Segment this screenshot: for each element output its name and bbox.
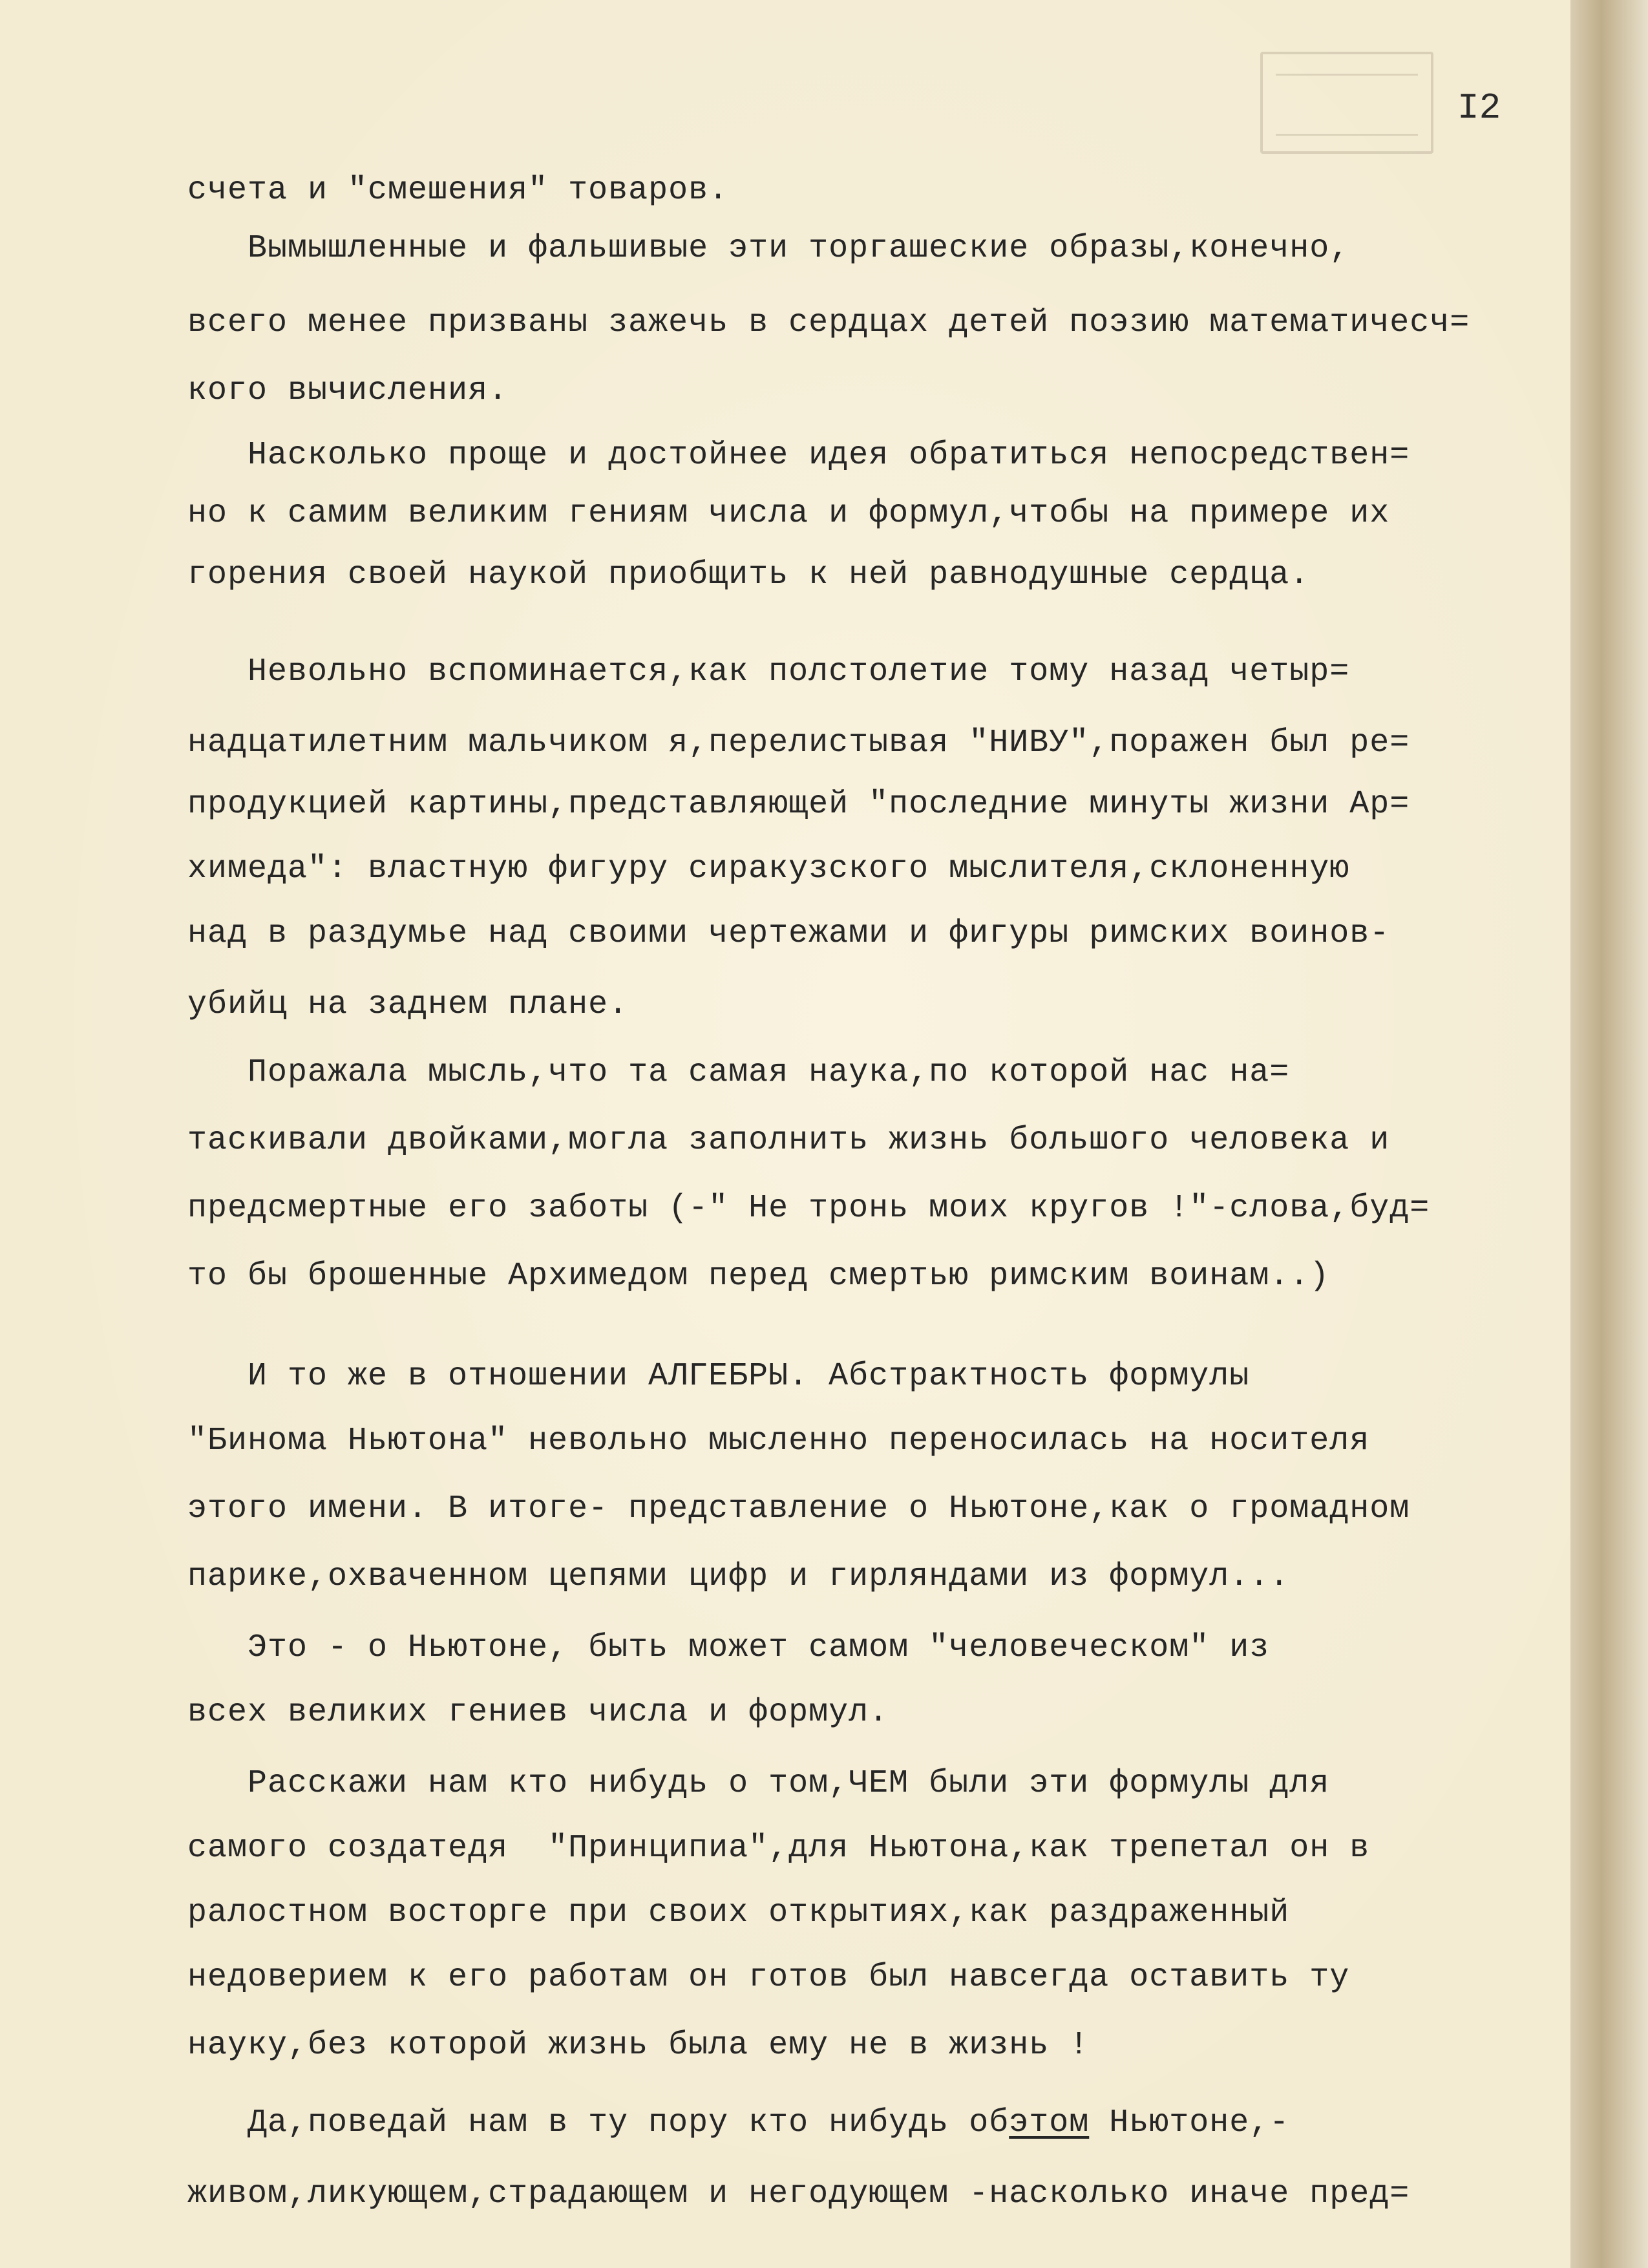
text-line: химеда": властную фигуру сиракузского мыслителя,склоненную <box>187 851 1350 887</box>
text-line: горения своей наукой приобщить к ней равнодушные сердца. <box>187 556 1310 593</box>
text-line: недоверием к его работам он готов был навсегда оставить ту <box>187 1959 1350 1996</box>
text-line: Вымышленные и фальшивые эти торгашеские образы,конечно, <box>187 230 1350 267</box>
text-line-with-underline <box>187 2104 1289 2143</box>
text-line: И то же в отношении АЛГЕБРЫ. Абстрактность формулы <box>187 1358 1250 1395</box>
text-line: убийц на заднем плане. <box>187 986 629 1023</box>
text-line: Насколько проще и достойнее идея обратиться непосредствен= <box>187 437 1410 474</box>
text-line: живом,ликующем,страдающем и негодующем -насколько иначе пред= <box>187 2176 1410 2212</box>
text-line: Это - о Ньютоне, быть может самом "человеческом" из <box>187 1629 1270 1666</box>
text-line-end: Ньютоне,- <box>1089 2104 1290 2141</box>
text-line: над в раздумье над своими чертежами и фигуры римских воинов- <box>187 915 1390 952</box>
text-line: всех великих гениев числа и формул. <box>187 1694 889 1731</box>
text-line: Расскажи нам кто нибудь о том,ЧЕМ были эти формулы для <box>187 1765 1330 1802</box>
text-line: парике,охваченном цепями цифр и гирляндами из формул... <box>187 1558 1290 1595</box>
text-line: Невольно вспоминается,как полстолетие тому назад четыр= <box>187 653 1350 690</box>
text-line: таскивали двойками,могла заполнить жизнь большого человека и <box>187 1122 1390 1159</box>
underlined-word: этом <box>1009 2104 1090 2141</box>
text-line: то бы брошенные Архимедом перед смертью римским воинам..) <box>187 1258 1330 1295</box>
text-line: предсмертные его заботы (-" Не тронь моих кругов !"-слова,буд= <box>187 1190 1430 1227</box>
text-line: кого вычисления. <box>187 372 509 409</box>
faded-stamp <box>1260 52 1433 154</box>
binding-edge <box>1570 0 1648 2268</box>
text-line: счета и "смешения" товаров. <box>187 172 729 209</box>
text-line: ралостном восторге при своих открытиях,как раздраженный <box>187 1894 1290 1931</box>
text-line: "Бинома Ньютона" невольно мысленно переносилась на носителя <box>187 1423 1370 1459</box>
text-line: науку,без которой жизнь была ему не в жизнь ! <box>187 2027 1090 2064</box>
text-line: всего менее призваны зажечь в сердцах детей поэзию математичесч= <box>187 304 1470 341</box>
text-line: но к самим великим гениям числа и формул,чтобы на примере их <box>187 495 1390 532</box>
text-line-start: Да,поведай нам в ту пору кто нибудь об <box>187 2104 1009 2141</box>
text-line: этого имени. В итоге- представление о Ньютоне,как о громадном <box>187 1490 1410 1527</box>
page-number: I2 <box>1457 87 1501 129</box>
text-line: продукцией картины,представляющей "последние минуты жизни Ар= <box>187 786 1410 823</box>
text-line: Поражала мысль,что та самая наука,по которой нас на= <box>187 1054 1290 1091</box>
text-line: надцатилетним мальчиком я,перелистывая "НИВУ",поражен был ре= <box>187 725 1410 761</box>
text-line: самого создатедя "Принципиа",для Ньютона,как трепетал он в <box>187 1830 1370 1867</box>
